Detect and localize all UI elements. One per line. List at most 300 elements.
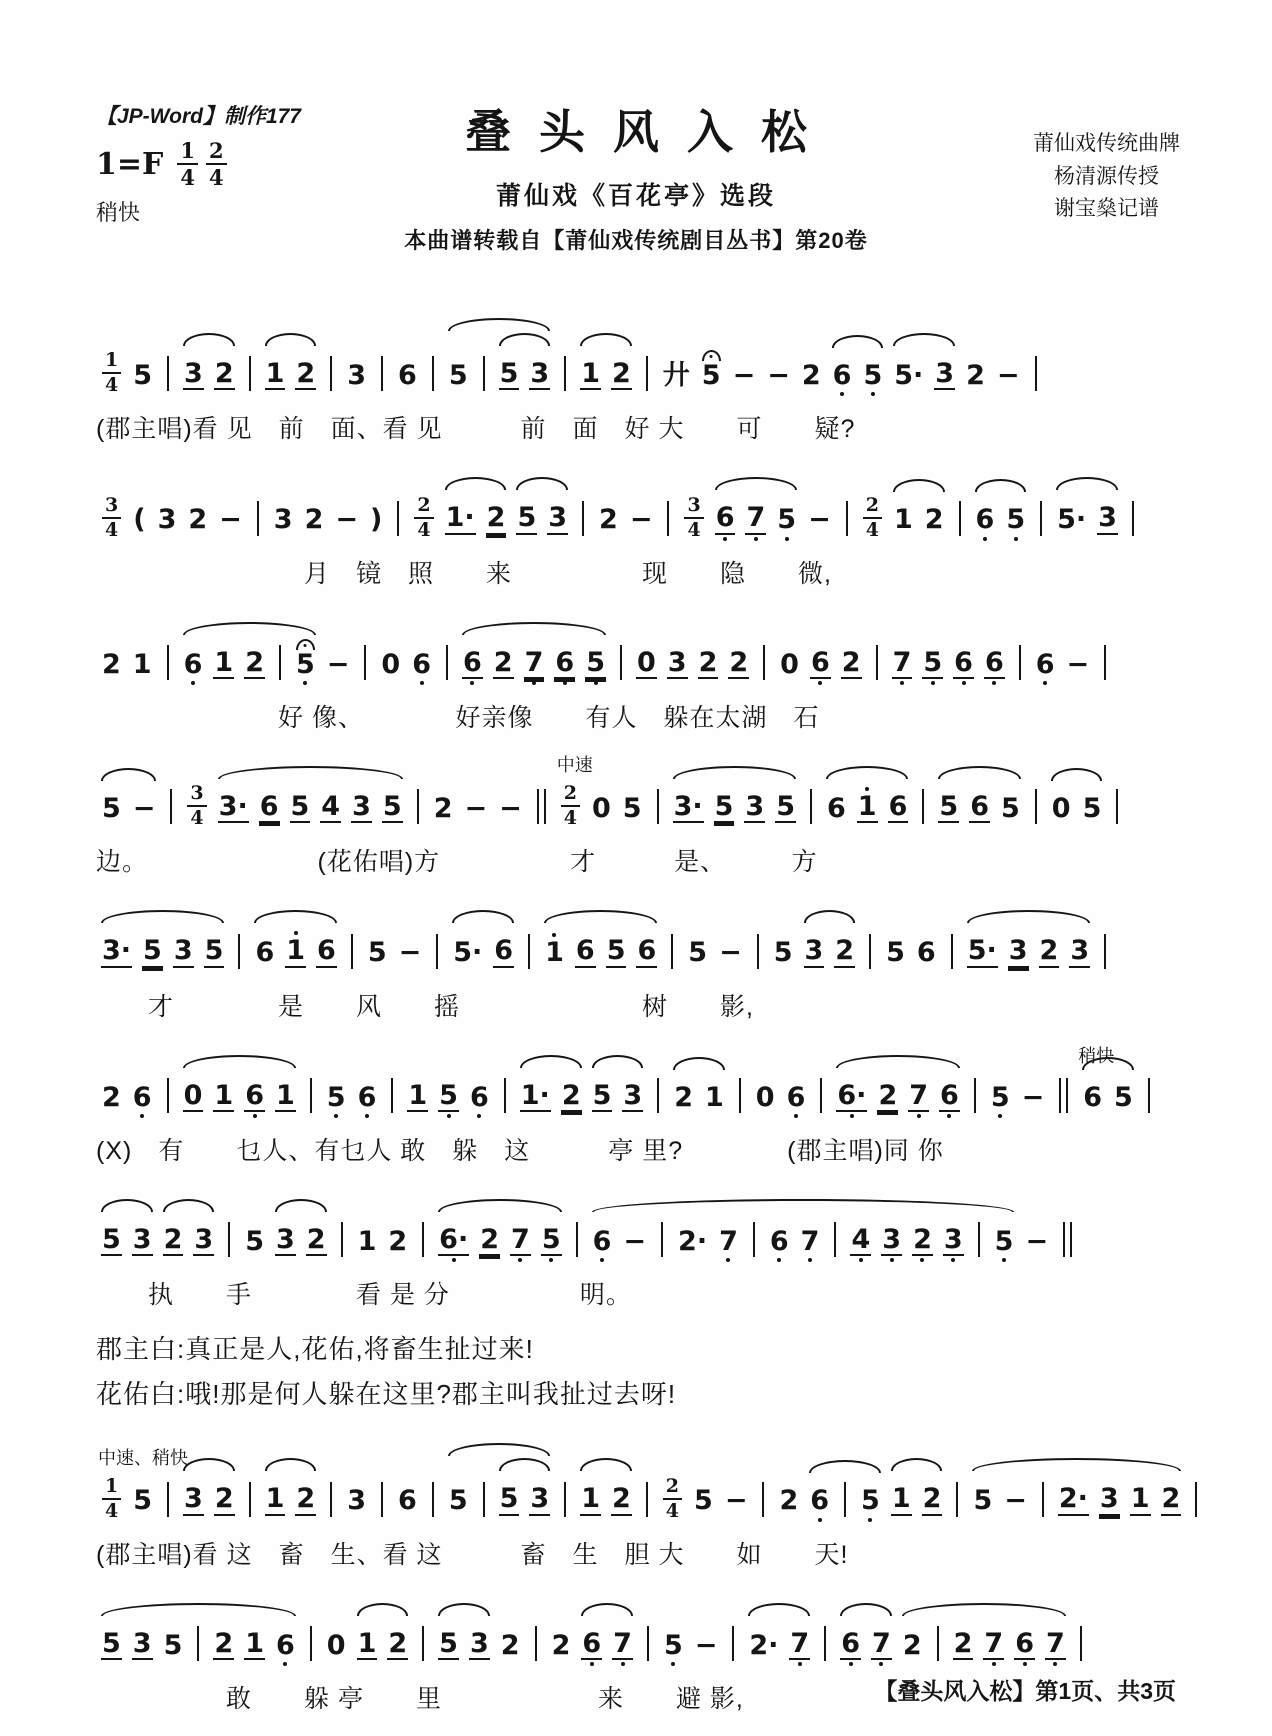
- slur-group: [888, 477, 950, 545]
- low-octave-dot: [283, 1662, 287, 1666]
- note-digit: 5: [541, 1224, 561, 1256]
- low-octave-dot: [140, 1114, 144, 1118]
- note: [547, 490, 568, 545]
- note: [213, 1616, 234, 1671]
- note-digit: 3·: [102, 935, 132, 967]
- barline: [504, 1078, 506, 1113]
- note-digit: 1: [286, 935, 306, 967]
- note: [1021, 1070, 1046, 1123]
- note-digit: 3: [1008, 935, 1028, 967]
- note-digit: 5: [586, 646, 605, 678]
- note: [183, 1068, 204, 1123]
- barline: [646, 1482, 648, 1517]
- octave-below-area: [785, 535, 789, 546]
- note-digit: −: [499, 793, 522, 825]
- note-digit: −: [1004, 1485, 1027, 1517]
- time-signature: [187, 784, 206, 828]
- meter-2-denominator: 4: [208, 165, 224, 190]
- note-digit: 7: [909, 1079, 929, 1111]
- note-digit: −: [464, 793, 488, 825]
- barline: [657, 789, 659, 824]
- lyrics-line: (郡主唱)看 这 畜 生、看 这 畜 生 胆 大 如 天!: [96, 1540, 849, 1569]
- note-digit: 3: [882, 1224, 902, 1256]
- note: [775, 779, 796, 834]
- note: [445, 490, 476, 545]
- note-digit: 2: [486, 502, 506, 534]
- note: [357, 1214, 378, 1267]
- header-right-block: [1033, 128, 1180, 226]
- note-digit: 2: [188, 504, 208, 536]
- slur-arc: [163, 1199, 215, 1212]
- note: [275, 1068, 296, 1123]
- note: [575, 923, 596, 978]
- note: [357, 1616, 378, 1671]
- low-octave-dot: [600, 1258, 604, 1262]
- note-digit: 5: [204, 935, 224, 967]
- note-digit: 1: [132, 648, 152, 680]
- note-digit: 6: [463, 646, 482, 678]
- note: [132, 348, 153, 401]
- note-digit: 3: [157, 504, 177, 536]
- note: [1078, 1045, 1115, 1123]
- low-octave-dot: [420, 681, 424, 685]
- low-octave-dot: [563, 681, 567, 685]
- slur-arc: [748, 1603, 810, 1616]
- note-digit: 6: [810, 646, 830, 678]
- barline: [167, 1482, 169, 1517]
- page-title: 叠头风入松: [465, 107, 835, 158]
- note: [916, 925, 937, 978]
- barline: [978, 1222, 980, 1257]
- note-digit: 6: [592, 1226, 612, 1258]
- note: [673, 779, 704, 834]
- barline: [834, 1222, 836, 1257]
- note: [836, 1068, 867, 1123]
- note: [433, 781, 454, 834]
- note-digit: 6: [841, 1627, 861, 1659]
- note-digit: 1: [857, 791, 877, 823]
- barline: [279, 645, 281, 680]
- note: [718, 925, 743, 978]
- time-signature-numerator: 1: [102, 351, 121, 374]
- slur-group: [433, 1197, 566, 1267]
- slur-arc: [101, 1603, 296, 1616]
- note: [744, 779, 765, 834]
- lyrics-line: 好 像、 好亲像 有人 躲在太湖 石: [96, 704, 820, 733]
- note: [810, 635, 831, 690]
- octave-below-area: [594, 679, 598, 690]
- note-digit: 6: [317, 935, 336, 967]
- note: [1039, 923, 1060, 978]
- note: [1066, 637, 1091, 690]
- slur-arc: [183, 333, 235, 346]
- note-digit: 7: [872, 1627, 891, 1659]
- note: [295, 637, 316, 690]
- barline: [647, 1626, 649, 1661]
- low-octave-dot: [917, 1114, 921, 1118]
- slur-arc: [893, 333, 955, 346]
- note-digit: 6: [888, 791, 908, 823]
- note: [500, 1618, 521, 1671]
- note: [801, 348, 822, 401]
- barline: [959, 501, 961, 536]
- note-digit: 1: [581, 1483, 600, 1515]
- note-digit: 1: [581, 358, 600, 389]
- note-digit: 3: [530, 358, 550, 389]
- note-digit: 1: [245, 1627, 264, 1659]
- slur-arc: [938, 766, 1020, 779]
- slur-group: [933, 764, 1025, 834]
- time-signature-numerator: 2: [561, 784, 580, 807]
- note-digit: 4: [851, 1224, 871, 1256]
- barline: [417, 789, 419, 824]
- octave-below-area: [947, 1112, 951, 1123]
- barline: [661, 1222, 663, 1257]
- note-digit: 6: [769, 1226, 789, 1258]
- note-digit: 6: [398, 360, 417, 391]
- note-digit: 5: [439, 1627, 458, 1659]
- barline: [810, 789, 812, 824]
- note: [714, 779, 735, 834]
- note: [598, 492, 619, 545]
- note-digit: 5: [1000, 793, 1020, 825]
- low-octave-dot: [850, 1114, 854, 1118]
- note-digit: 1: [408, 1079, 428, 1111]
- octave-below-area: [334, 1112, 338, 1123]
- note-digit: 2: [388, 1627, 408, 1659]
- barline: [397, 501, 399, 536]
- slur-group: [96, 1601, 301, 1671]
- note: [718, 1214, 739, 1267]
- note-digit: 2: [966, 360, 985, 391]
- note: [1000, 781, 1021, 834]
- barline: [436, 934, 438, 969]
- note: [448, 1473, 469, 1526]
- barline: [483, 1482, 485, 1517]
- note: [397, 1473, 418, 1526]
- barline: [1080, 1626, 1082, 1661]
- note-digit: 3: [184, 358, 203, 389]
- note: [1045, 1616, 1066, 1671]
- note: [486, 490, 507, 545]
- low-octave-dot: [777, 1258, 781, 1262]
- note: [990, 1070, 1011, 1123]
- note: [438, 1068, 459, 1123]
- barline: [422, 1626, 424, 1661]
- note-digit: −: [1021, 1081, 1045, 1113]
- barline: [657, 1078, 659, 1113]
- low-octave-dot: [998, 1114, 1002, 1118]
- note-digit: 1: [545, 937, 564, 969]
- note-digit: 5: [517, 502, 537, 534]
- note: [1113, 1070, 1134, 1123]
- note-digit: 2: [599, 504, 618, 536]
- note-digit: 7: [746, 502, 766, 534]
- low-octave-dot: [818, 681, 822, 685]
- low-octave-dot: [947, 1114, 951, 1118]
- note-digit: 5: [382, 791, 402, 823]
- meter-2-numerator: 2: [206, 140, 227, 165]
- note: [943, 1212, 964, 1267]
- slur-arc: [580, 333, 632, 346]
- time-signature-denominator: 4: [865, 518, 879, 541]
- barline: [620, 645, 622, 680]
- note-digit: 5: [133, 360, 153, 391]
- barline: [535, 1626, 537, 1661]
- barline: [167, 645, 169, 680]
- note-digit: 6·: [439, 1224, 469, 1256]
- slur-group: [433, 1601, 495, 1671]
- slur-group: [827, 333, 889, 401]
- time-signature-denominator: 4: [105, 1499, 119, 1522]
- note-digit: 2: [698, 646, 718, 678]
- note: [101, 781, 122, 834]
- low-octave-dot: [754, 537, 758, 541]
- note-digit: 6: [916, 937, 936, 969]
- slur-group: [178, 620, 321, 690]
- slur-group: [668, 1055, 730, 1123]
- time-signature: [663, 1474, 682, 1522]
- low-octave-dot: [859, 1258, 863, 1262]
- note: [922, 635, 943, 690]
- note: [877, 1068, 898, 1123]
- lyrics-line: 月 镜 照 来 现 隐 微,: [96, 559, 832, 588]
- low-octave-dot: [849, 1662, 853, 1666]
- barline: [576, 1222, 578, 1257]
- note-digit: 5·: [967, 935, 997, 967]
- low-octave-dot: [818, 1518, 822, 1522]
- note-digit: 5: [773, 937, 793, 969]
- note: [163, 1618, 184, 1671]
- note-digit: 3: [1070, 935, 1090, 967]
- barline: [197, 1626, 199, 1661]
- slur-arc: [592, 1199, 1015, 1212]
- note-digit: 3: [347, 360, 367, 391]
- note: [984, 635, 1005, 690]
- note-digit: 2: [480, 1224, 500, 1256]
- octave-below-area: [818, 1516, 822, 1527]
- time-signature-denominator: 4: [105, 374, 119, 397]
- note-digit: 5: [499, 1483, 519, 1515]
- note: [1024, 1214, 1049, 1267]
- note: [541, 1212, 562, 1267]
- low-octave-dot: [671, 1662, 675, 1666]
- note: [529, 1471, 550, 1526]
- octave-below-area: [420, 679, 424, 690]
- note-digit: 6: [637, 935, 657, 967]
- note-digit: 5: [102, 793, 121, 825]
- note: [667, 635, 688, 690]
- note: [524, 635, 545, 690]
- note-digit: 5: [701, 360, 721, 391]
- low-octave-dot: [1002, 1258, 1006, 1262]
- note-digit: 6: [132, 1081, 152, 1113]
- note-digit: 3·: [673, 791, 703, 823]
- note-digit: 1: [214, 646, 234, 678]
- note-digit: 2: [841, 646, 861, 678]
- slur-group: [835, 1601, 897, 1671]
- note-digit: 2: [245, 646, 264, 678]
- octave-below-area: [590, 1660, 594, 1671]
- note-digit: 3: [804, 935, 824, 967]
- note: [265, 1471, 286, 1526]
- music-line: [96, 475, 1184, 545]
- slur-group: [962, 908, 1095, 978]
- credit-line-2: 杨清源传授: [1054, 164, 1159, 188]
- note: [881, 1212, 902, 1267]
- note: [516, 490, 537, 545]
- key-signature-row: [96, 140, 301, 188]
- barline: [922, 789, 924, 824]
- slur-group: [457, 620, 611, 690]
- note: [438, 1616, 459, 1671]
- note: [580, 1471, 601, 1526]
- octave-below-area: [850, 1112, 854, 1123]
- slur-arc: [101, 1199, 153, 1212]
- note-digit: 3: [1099, 1483, 1119, 1515]
- barline: [446, 645, 448, 680]
- octave-below-area: [140, 1112, 144, 1123]
- barline: [762, 1482, 764, 1517]
- octave-below-area: [879, 1660, 883, 1671]
- note: [387, 1214, 408, 1267]
- note-digit: 1: [357, 1627, 377, 1659]
- note: [776, 492, 797, 545]
- note: [183, 1471, 204, 1526]
- octave-below-area: [621, 1660, 625, 1671]
- note: [622, 1068, 643, 1123]
- note-digit: 7: [613, 1627, 632, 1659]
- note-digit: 2: [214, 1627, 234, 1659]
- low-octave-dot: [798, 1662, 802, 1666]
- octave-below-area: [470, 679, 474, 690]
- note-digit: 2: [674, 1081, 693, 1113]
- slur-arc: [516, 477, 568, 490]
- note-digit: 4: [321, 791, 341, 823]
- low-octave-dot: [470, 681, 474, 685]
- note-digit: 2: [500, 1629, 520, 1661]
- time-signature-numerator: 2: [863, 496, 882, 519]
- note-digit: 6: [940, 1079, 959, 1111]
- note: [755, 1070, 776, 1123]
- note-digit: 1·: [520, 1079, 550, 1111]
- barline: [341, 1222, 343, 1257]
- note-digit: 5: [973, 1485, 993, 1517]
- note: [183, 637, 204, 690]
- note: [786, 1070, 807, 1123]
- note-digit: 3: [935, 358, 955, 389]
- note-digit: 5: [143, 935, 162, 967]
- note: [173, 923, 194, 978]
- music-line: [96, 1197, 1184, 1267]
- slur-arc: [101, 768, 156, 781]
- note-digit: 7: [1046, 1627, 1065, 1659]
- slur-arc: [520, 1055, 582, 1068]
- note: [493, 635, 514, 690]
- note: [157, 492, 178, 545]
- note-digit: 5: [448, 360, 468, 391]
- note-digit: −: [732, 360, 756, 391]
- note: [561, 1068, 582, 1123]
- octave-below-area: [794, 1112, 798, 1123]
- octave-below-area: [1023, 1660, 1027, 1671]
- low-octave-dot: [477, 1114, 481, 1118]
- note: [850, 1212, 871, 1267]
- slur-arc: [499, 333, 551, 346]
- barline: [1116, 789, 1118, 824]
- note-digit: 3: [275, 1224, 295, 1256]
- note-digit: −: [629, 504, 653, 536]
- slur-arc: [183, 1055, 296, 1068]
- octave-below-area: [871, 390, 875, 401]
- barline: [763, 645, 765, 680]
- note: [892, 635, 913, 690]
- note-digit: 6: [786, 1081, 806, 1113]
- time-signature-numerator: 3: [684, 496, 703, 519]
- octave-below-area: [253, 1112, 257, 1123]
- slur-group: [587, 1197, 1020, 1267]
- note-digit: 3: [548, 502, 568, 534]
- slur-group: [515, 1053, 587, 1123]
- note: [101, 1212, 122, 1267]
- note: [580, 346, 601, 401]
- slur-group: [249, 908, 341, 978]
- barline: [381, 356, 383, 391]
- note-digit: 6: [827, 793, 846, 825]
- music-line: [96, 1601, 1184, 1671]
- note-digit: 2: [388, 1226, 408, 1258]
- note-digit: 3·: [218, 791, 248, 823]
- note-digit: 6: [575, 935, 595, 967]
- note-digit: 6: [555, 646, 575, 678]
- low-octave-dot: [868, 1518, 872, 1522]
- note: [891, 1471, 912, 1526]
- barline: [564, 356, 566, 391]
- note-digit: 0: [326, 1629, 346, 1661]
- slur-arc: [445, 477, 507, 490]
- barline: [753, 1222, 755, 1257]
- note: [218, 779, 249, 834]
- octave-below-area: [477, 1112, 481, 1123]
- barline: [876, 645, 878, 680]
- note: [611, 1471, 632, 1526]
- octave-below-area: [452, 1256, 456, 1267]
- note-digit: 1: [357, 1226, 377, 1258]
- octave-below-area: [808, 1256, 812, 1267]
- note: [499, 1471, 520, 1526]
- note-digit: 5: [1082, 793, 1102, 825]
- barline: [824, 1626, 826, 1661]
- note-digit: 6: [183, 648, 203, 680]
- note-digit: 5: [606, 935, 626, 967]
- octave-below-area: [191, 679, 195, 690]
- note-digit: 5: [776, 791, 795, 823]
- octave-below-area: [859, 1256, 863, 1267]
- note-digit: 廾: [662, 360, 690, 391]
- spoken-dialogue-line: 郡主白:真正是人,花佑,将畜生扯过来!: [96, 1334, 534, 1365]
- barline: [1104, 645, 1106, 680]
- note-digit: −: [219, 504, 242, 536]
- note: [254, 925, 275, 978]
- time-signature-numerator: 1: [102, 1477, 121, 1500]
- note-digit: 5: [1114, 1081, 1133, 1113]
- note: [218, 492, 243, 545]
- note: [728, 635, 749, 690]
- note-digit: −: [724, 1485, 748, 1517]
- note-digit: 2: [729, 646, 749, 678]
- octave-below-area: [992, 1660, 996, 1671]
- note: [862, 348, 883, 401]
